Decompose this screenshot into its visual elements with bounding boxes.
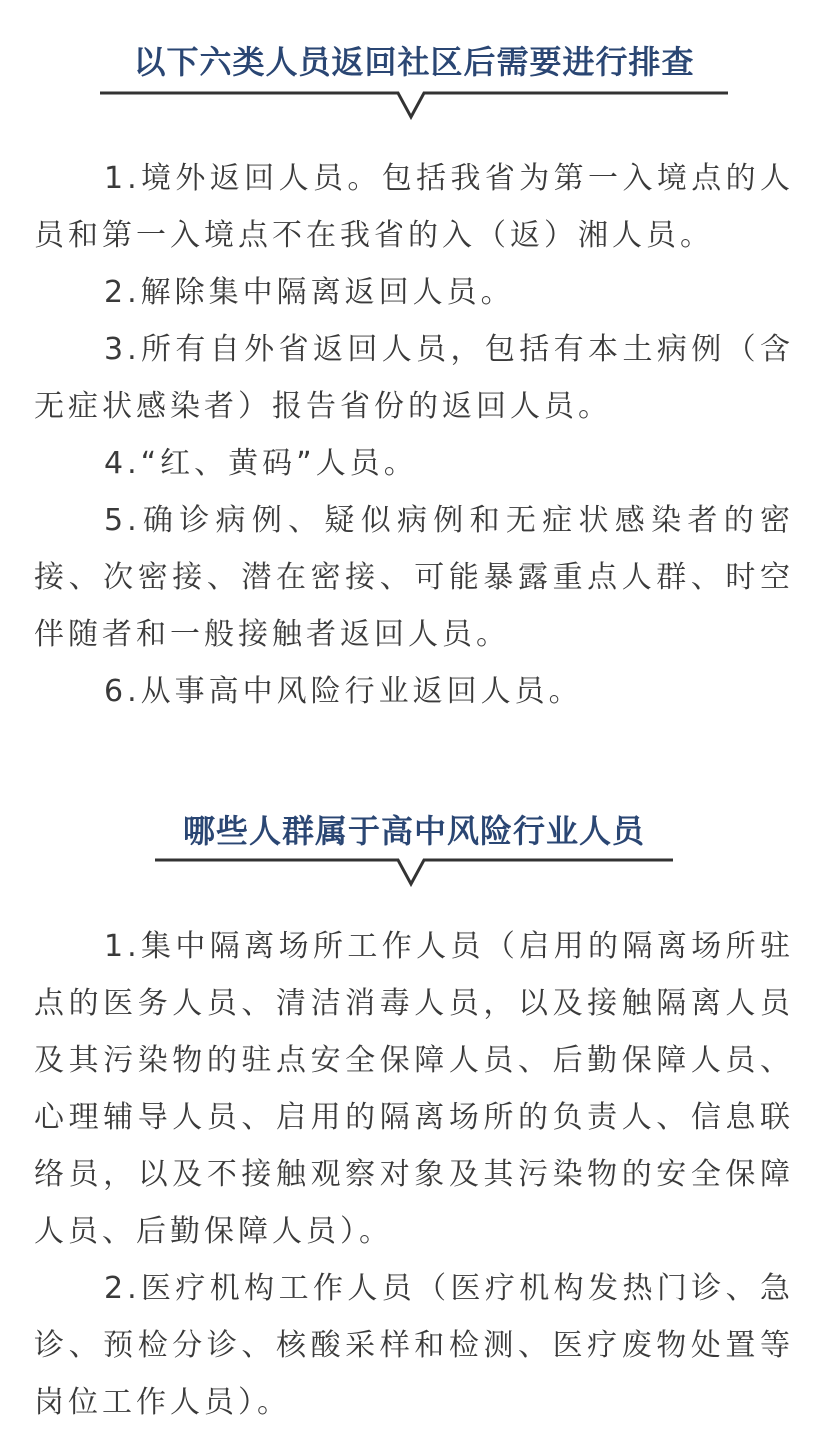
section-1-item-5: 5.确诊病例、疑似病例和无症状感染者的密接、次密接、潜在密接、可能暴露重点人群、时空伴随者和一般接触者返回人员。 xyxy=(34,503,794,652)
section-2-content xyxy=(34,918,794,1431)
section-2-item-2: 2.医疗机构工作人员（医疗机构发热门诊、急诊、预检分诊、核酸采样和检测、医疗废物处置等岗位工作人员）。 xyxy=(34,1271,794,1420)
section-1-title: 以下六类人员返回社区后需要进行排查 xyxy=(133,43,695,81)
section-1-item-2: 2.解除集中隔离返回人员。 xyxy=(104,275,515,310)
section-2-underline xyxy=(0,763,828,893)
section-2-item-1: 1.集中隔离场所工作人员（启用的隔离场所驻点的医务人员、清洁消毒人员，以及接触隔离人员及其污染物的驻点安全保障人员、后勤保障人员、心理辅导人员、启用的隔离场所的负责人、信息联络员，以及不接触观察对象及其污染物的安全保障人员、后勤保障人员）。 xyxy=(34,929,794,1249)
section-1-underline xyxy=(0,0,828,130)
section-1-item-6: 6.从事高中风险行业返回人员。 xyxy=(104,674,583,709)
section-1-item-3: 3.所有自外省返回人员，包括有本土病例（含无症状感染者）报告省份的返回人员。 xyxy=(34,332,794,424)
section-1-item-1: 1.境外返回人员。包括我省为第一入境点的人员和第一入境点不在我省的入（返）湘人员。 xyxy=(34,161,794,253)
section-2-title: 哪些人群属于高中风险行业人员 xyxy=(182,812,645,850)
section-1-item-4: 4.“红、黄码”人员。 xyxy=(104,446,418,481)
section-1-content xyxy=(34,150,794,720)
